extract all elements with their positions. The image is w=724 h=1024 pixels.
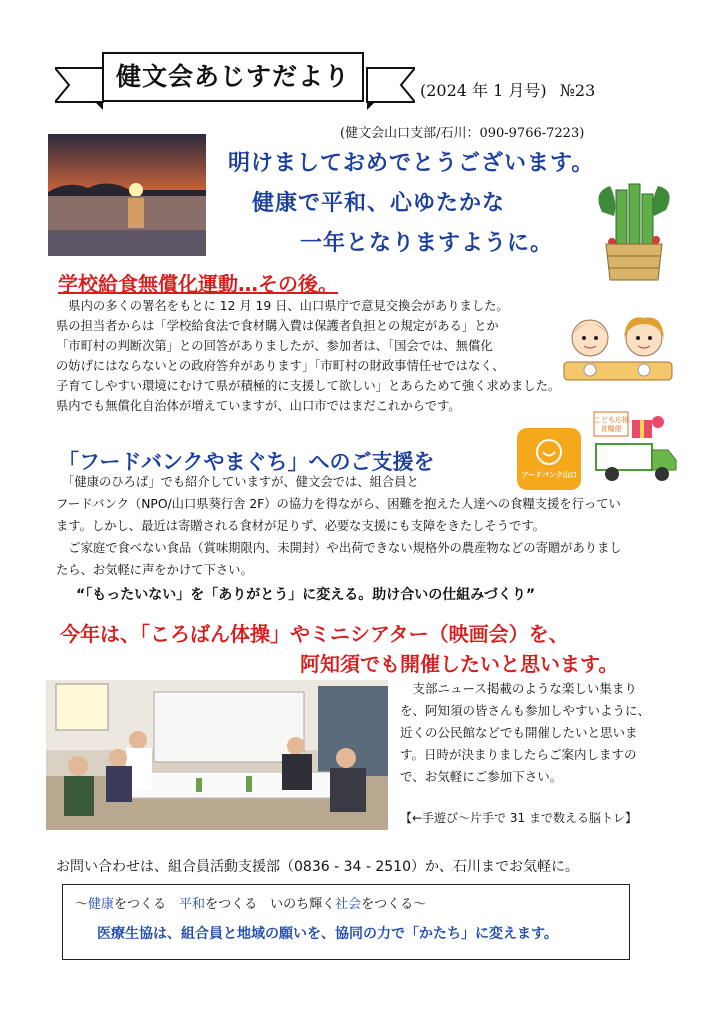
- section1-line: 県の担当者からは「学校給食法で食材購入費は保護者負担との規定がある」とか: [56, 319, 499, 333]
- section1-line: 「市町村の判断次第」との回答がありましたが、参加者は、「国会では、無償化: [56, 339, 493, 353]
- section3-line: で、お気軽にご参加下さい。: [400, 769, 563, 784]
- truck-sign-line1: こども応援: [594, 416, 629, 424]
- section1-line: 子育てしやすい環境にむけて県が積極的に支援して欲しい」とあらためて強く求めました。: [56, 379, 561, 393]
- food-bank-logo-text: フードバンク山口: [521, 471, 577, 479]
- greeting-line-2: 健康で平和、心ゆたかな: [252, 191, 506, 216]
- section2-line: ます。しかし、最近は寄贈される食材が足りず、必要な支援にも支障をきたしそうです。: [56, 519, 545, 533]
- section3-line: を、阿知須の皆さんも参加しやすいように、: [400, 703, 651, 718]
- children-eating-illustration: [560, 312, 676, 384]
- kadomatsu-illustration: [592, 182, 676, 282]
- inquiry-line: お問い合わせは、組合員活動支援部（0836 - 34 - 2510）か、石川までお気軽に。: [56, 859, 579, 875]
- section1-line: 県内でも無償化自治体が増えていますが、山口市ではまだこれからです。: [56, 399, 461, 413]
- greeting-line-3: 一年となりますように。: [300, 231, 554, 256]
- food-bank-heading: 「フードバンクやまぐち」へのご支援を: [58, 450, 435, 474]
- footer-mission: 医療生協は、組合員と地域の願いを、協同の力で「かたち」に変えます。: [97, 926, 558, 942]
- photo-caption: 【←手遊び～片手で 31 まで数える脳トレ】: [400, 811, 637, 825]
- greeting-line-1: 明けましておめでとうございます。: [228, 151, 595, 176]
- slogan-part: ～: [75, 897, 89, 912]
- section2-line: ご家庭で食べない食品（賞味期限内、未開封）や出荷できない規格外の農産物などの寄贈がありまし: [56, 541, 622, 555]
- section3-line: 支部ニュース掲載のような楽しい集まり: [400, 681, 637, 696]
- section1-line: 県内の多くの署名をもとに 12 月 19 日、山口県庁で意見交換会がありました。: [56, 299, 509, 313]
- slogan-part: 平和: [179, 897, 206, 912]
- newsletter-title: 健文会あじすだより: [102, 52, 364, 102]
- event-heading-line2: 阿知須でも開催したいと思います。: [300, 652, 619, 676]
- sunset-photo: [48, 134, 206, 256]
- slogan-part: 健康: [88, 897, 115, 912]
- slogan-part: 社会: [335, 897, 362, 912]
- issue-date: (2024 年 1 月号): [420, 81, 547, 100]
- school-lunch-heading: 学校給食無償化運動…その後。: [58, 272, 338, 296]
- branch-contact: (健文会山口支部/石川：090-9766-7223): [340, 126, 585, 141]
- event-heading-line1: 今年は、「ころばん体操」やミニシアター（映画会）を、: [60, 622, 569, 646]
- section3-line: す。日時が決まりましたらご案内しますの: [400, 747, 637, 762]
- slogan-part: をつくる いのち輝く: [205, 897, 336, 912]
- section1-line: の妨げにはならないとの政府答弁があります」「市町村の財政事情任せではなく、: [56, 359, 505, 373]
- slogan-part: をつくる: [114, 897, 180, 912]
- section2-line: 「健康のひろば」でも紹介していますが、健文会では、組合員と: [56, 475, 419, 489]
- footer-box: [62, 884, 630, 960]
- food-bank-quote: “「もったいない」を「ありがとう」に変える。助け合いの仕組みづくり”: [76, 587, 536, 603]
- footer-slogan: [75, 893, 426, 912]
- exercise-meeting-photo: [46, 680, 388, 830]
- section2-line: フードバンク（NPO/山口県葵行舎 2F）の協力を得ながら、困難を抱えた人達への食糧支援を行ってい: [56, 497, 621, 511]
- delivery-truck-illustration: [592, 410, 678, 486]
- issue-number: №23: [559, 81, 596, 100]
- slogan-part: をつくる～: [361, 897, 427, 912]
- food-bank-logo: [517, 428, 581, 490]
- section3-line: 近くの公民館などでも開催したいと思いま: [400, 725, 638, 740]
- truck-sign-line2: 食糧便: [600, 425, 622, 433]
- section2-line: たら、お気軽に声をかけて下さい。: [56, 563, 253, 577]
- issue-info: [420, 78, 595, 101]
